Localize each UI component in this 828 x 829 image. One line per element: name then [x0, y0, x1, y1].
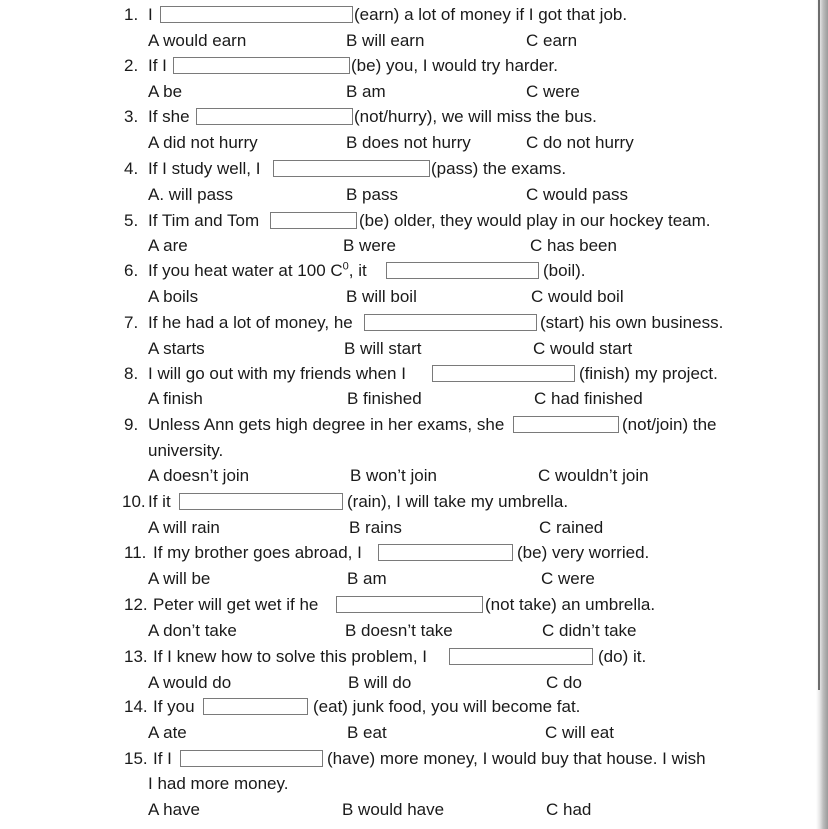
options-8 [148, 388, 748, 410]
question-text-before: If he had a lot of money, he [148, 313, 353, 332]
question-text-after: (start) his own business. [540, 313, 724, 332]
answer-blank[interactable] [378, 544, 513, 561]
option-b[interactable]: B finished [347, 389, 422, 408]
option-c[interactable]: C do [546, 673, 582, 692]
option-c[interactable]: C wouldn’t join [538, 466, 649, 485]
question-text-after: (be) older, they would play in our hockey team. [359, 211, 711, 230]
option-b[interactable]: B does not hurry [346, 133, 471, 152]
options-3 [148, 132, 748, 154]
option-a[interactable]: A would do [148, 673, 232, 692]
question-number: 15. [124, 749, 148, 768]
options-2 [148, 81, 748, 103]
option-a[interactable]: A are [148, 236, 188, 255]
option-b[interactable]: B doesn’t take [345, 621, 453, 640]
option-c[interactable]: C would start [533, 339, 633, 358]
question-text-before: If it [148, 492, 171, 511]
question-text-before: I [148, 5, 153, 24]
options-10 [148, 517, 748, 539]
question-number: 6. [124, 261, 139, 280]
option-a[interactable]: A did not hurry [148, 133, 258, 152]
question-text-before-cont: , it [348, 261, 367, 280]
option-a[interactable]: A will rain [148, 518, 220, 537]
option-b[interactable]: B were [343, 236, 396, 255]
option-b[interactable]: B eat [347, 723, 387, 742]
question-text-before: If I study well, I [148, 159, 261, 178]
option-b[interactable]: B am [346, 82, 386, 101]
question-number: 5. [124, 211, 139, 230]
question-text-after: (be) very worried. [517, 543, 650, 562]
page-edge-line [818, 0, 820, 690]
options-9 [148, 465, 748, 487]
question-text-before: If she [148, 107, 190, 126]
option-b[interactable]: B pass [346, 185, 398, 204]
option-b[interactable]: B will boil [346, 287, 417, 306]
degree-superscript: 0 [342, 260, 349, 273]
question-text-before: Unless Ann gets high degree in her exams, she [148, 415, 505, 434]
question-text-before: Peter will get wet if he [153, 595, 319, 614]
answer-blank[interactable] [203, 698, 308, 715]
option-c[interactable]: C has been [530, 236, 617, 255]
question-number: 3. [124, 107, 139, 126]
question-text-after: (boil). [543, 261, 586, 280]
question-text-after: (eat) junk food, you will become fat. [313, 697, 581, 716]
question-number: 12. [124, 595, 148, 614]
option-c[interactable]: C rained [539, 518, 604, 537]
question-number: 13. [124, 647, 148, 666]
question-text-before: If I [153, 749, 172, 768]
question-text-before: If you heat water at 100 C [148, 261, 343, 280]
options-5 [148, 235, 748, 257]
question-text-after: (pass) the exams. [431, 159, 567, 178]
options-12 [148, 620, 748, 642]
question-text-before: If I knew how to solve this problem, I [153, 647, 428, 666]
answer-blank[interactable] [173, 57, 350, 74]
option-c[interactable]: C will eat [545, 723, 614, 742]
option-a[interactable]: A. will pass [148, 185, 234, 204]
option-a[interactable]: A finish [148, 389, 203, 408]
question-text-line2: I had more money. [148, 774, 289, 793]
question-number: 14. [124, 697, 148, 716]
option-b[interactable]: B am [347, 569, 387, 588]
option-a[interactable]: A doesn’t join [148, 466, 250, 485]
options-13 [148, 672, 748, 694]
answer-blank[interactable] [432, 365, 575, 382]
option-c[interactable]: C would boil [531, 287, 624, 306]
options-11 [148, 568, 748, 590]
answer-blank[interactable] [386, 262, 539, 279]
option-c[interactable]: C were [541, 569, 595, 588]
question-number: 2. [124, 56, 139, 75]
option-c[interactable]: C were [526, 82, 580, 101]
option-a[interactable]: A will be [148, 569, 211, 588]
option-a[interactable]: A would earn [148, 31, 247, 50]
option-a[interactable]: A ate [148, 723, 187, 742]
question-number: 1. [124, 5, 139, 24]
answer-blank[interactable] [364, 314, 537, 331]
answer-blank[interactable] [513, 416, 619, 433]
question-number: 10. [122, 492, 146, 511]
answer-blank[interactable] [180, 750, 323, 767]
option-c[interactable]: C had [546, 800, 592, 819]
question-text-after: (finish) my project. [579, 364, 718, 383]
option-a[interactable]: A don’t take [148, 621, 237, 640]
answer-blank[interactable] [179, 493, 343, 510]
options-6 [148, 286, 748, 308]
option-c[interactable]: C didn’t take [542, 621, 637, 640]
question-text-before: I will go out with my friends when I [148, 364, 406, 383]
question-text-before-group [148, 260, 367, 282]
option-b[interactable]: B rains [349, 518, 402, 537]
question-number: 9. [124, 415, 139, 434]
answer-blank[interactable] [196, 108, 353, 125]
answer-blank[interactable] [336, 596, 483, 613]
option-b[interactable]: B will earn [346, 31, 425, 50]
options-14 [148, 722, 748, 744]
option-a[interactable]: A be [148, 82, 183, 101]
option-a[interactable]: A boils [148, 287, 199, 306]
question-number: 11. [124, 543, 147, 562]
answer-blank[interactable] [270, 212, 357, 229]
option-c[interactable]: C would pass [526, 185, 629, 204]
question-text-after: (not take) an umbrella. [485, 595, 656, 614]
options-4 [148, 184, 748, 206]
option-c[interactable]: C do not hurry [526, 133, 634, 152]
option-c[interactable]: C had finished [534, 389, 643, 408]
question-text-after: (earn) a lot of money if I got that job. [354, 5, 628, 24]
question-text-after: (be) you, I would try harder. [351, 56, 558, 75]
option-b[interactable]: B will do [348, 673, 412, 692]
option-a[interactable]: A starts [148, 339, 205, 358]
question-text-before: If I [148, 56, 167, 75]
question-text-after: (rain), I will take my umbrella. [347, 492, 569, 511]
option-b[interactable]: B won’t join [350, 466, 437, 485]
question-text-before: If my brother goes abroad, I [153, 543, 362, 562]
question-text-line2: university. [148, 441, 224, 460]
answer-blank[interactable] [160, 6, 353, 23]
option-b[interactable]: B would have [342, 800, 445, 819]
question-text-before: If Tim and Tom [148, 211, 260, 230]
option-b[interactable]: B will start [344, 339, 422, 358]
question-number: 7. [124, 313, 139, 332]
options-15 [148, 799, 748, 821]
answer-blank[interactable] [449, 648, 593, 665]
question-text-before: If you [153, 697, 195, 716]
question-text-after: (do) it. [598, 647, 647, 666]
question-text-after: (have) more money, I would buy that house. I wish [327, 749, 706, 768]
option-c[interactable]: C earn [526, 31, 578, 50]
question-text-after: (not/hurry), we will miss the bus. [354, 107, 597, 126]
question-text-after: (not/join) the [622, 415, 717, 434]
question-number: 4. [124, 159, 139, 178]
option-a[interactable]: A have [148, 800, 200, 819]
question-number: 8. [124, 364, 139, 383]
options-1 [148, 30, 748, 52]
options-7 [148, 338, 748, 360]
answer-blank[interactable] [273, 160, 430, 177]
